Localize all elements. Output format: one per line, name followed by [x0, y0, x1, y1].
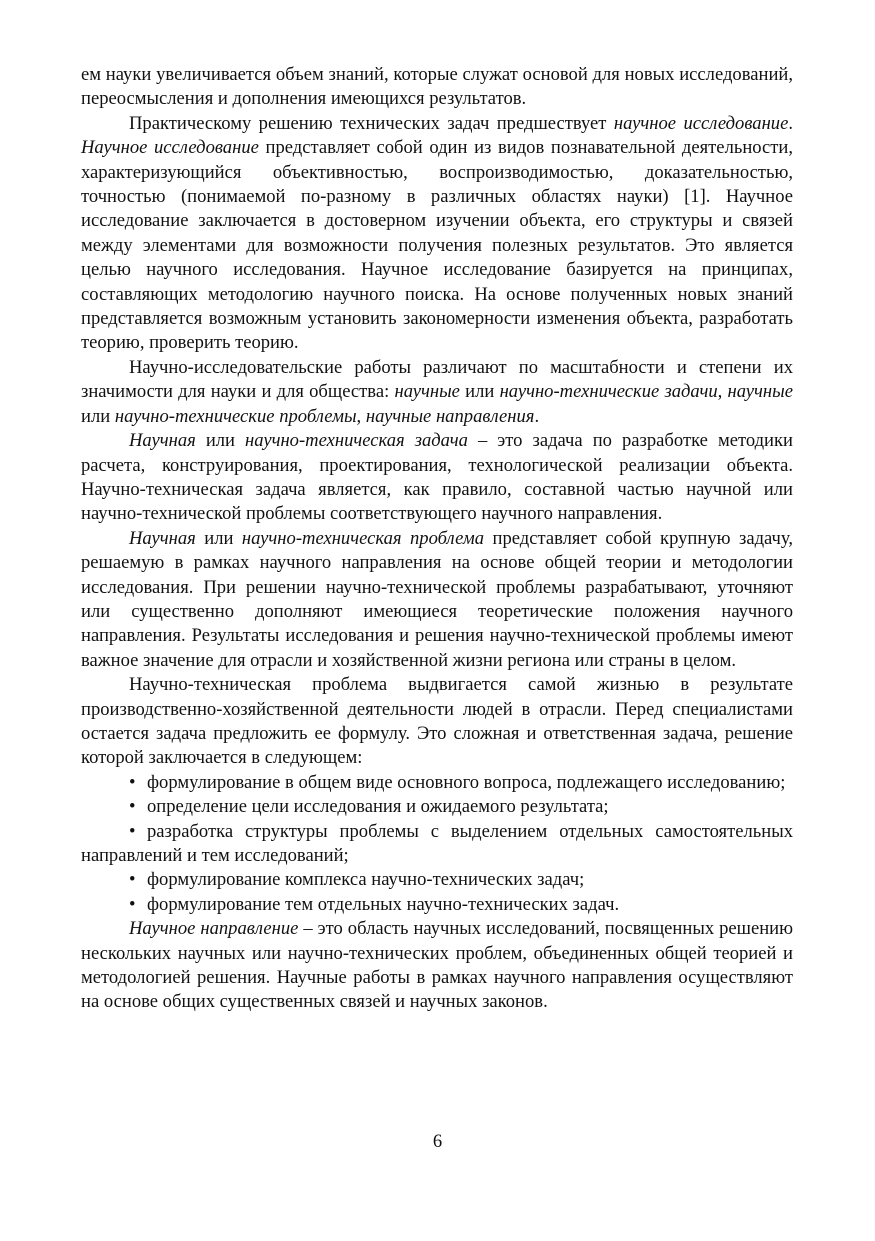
paragraph-final — [81, 917, 793, 1015]
bullet-icon: • — [129, 796, 136, 818]
text-run: . — [534, 405, 540, 427]
text-run: – это задача по разработке методики расчета, конструирования, проектирования, технологической реализации объекта. Научно-техническая задача является, как правило, составной частью научной или научно-технической проблемы соответствующего научного направления. — [81, 430, 793, 525]
text-run: , — [717, 381, 728, 403]
bullet-list-item — [81, 820, 793, 869]
text-run: представляет собой крупную задачу, решаемую в рамках научного направления на основе общей теории и методологии исследования. При решении научно-технической проблемы разрабатывают, уточняют или существенно дополняют имеющиеся теоретические положения научного направления. Результаты исследования и решения научно-технической проблемы имеют важное значение для отрасли и хозяйственной жизни региона или страны в целом. — [81, 527, 793, 671]
bullet-icon: • — [129, 893, 136, 915]
bullet-icon: • — [129, 771, 136, 793]
bullet-text: формулирование комплекса научно-технических задач; — [147, 869, 585, 891]
text-run: или — [81, 405, 115, 427]
bullet-text: формулирование в общем виде основного вопроса, подлежащего исследованию; — [147, 771, 786, 793]
text-run: . — [788, 112, 793, 134]
bullet-list-item — [81, 795, 793, 819]
bullet-text: определение цели исследования и ожидаемого результата; — [147, 796, 609, 818]
body-text — [81, 63, 793, 1015]
bullet-text: разработка структуры проблемы с выделением отдельных самостоятельных направлений и тем исследований; — [81, 820, 793, 866]
paragraph — [81, 63, 793, 112]
bullet-list-item — [81, 771, 793, 795]
bullet-icon: • — [129, 820, 136, 842]
paragraph — [81, 527, 793, 673]
text-run: Практическому решению технических задач предшествует — [129, 112, 614, 134]
italic-term: Научное исследование — [81, 137, 259, 159]
text-run: или — [459, 381, 500, 403]
italic-term: научно-техническая проблема — [241, 527, 485, 549]
bullet-icon: • — [129, 869, 136, 891]
italic-term: научные — [394, 381, 460, 403]
bullet-list-item — [81, 893, 793, 917]
italic-term: Научная — [129, 527, 196, 549]
bullet-text: формулирование тем отдельных научно-технических задач. — [147, 893, 620, 915]
text-run: ем науки увеличивается объем знаний, которые служат основой для новых исследований, переосмысления и дополнения имеющихся результатов. — [81, 64, 793, 110]
text-run: , — [356, 405, 366, 427]
paragraph — [81, 429, 793, 527]
italic-term: Научное направление — [129, 918, 299, 940]
text-run: Научно-техническая проблема выдвигается самой жизнью в результате производственно-хозяйственной деятельности людей в отрасли. Перед специалистами остается задача предложить ее формулу. Это сложная и ответственная задача, решение которой заключается в следующем: — [81, 674, 793, 769]
paragraph — [81, 112, 793, 356]
text-run: Научно-исследовательские работы различают по масштабности и степени их значимости для науки и для общества: — [81, 356, 793, 403]
italic-term: научные направления — [365, 405, 535, 427]
italic-term: научное исследование — [613, 112, 789, 134]
paragraph — [81, 673, 793, 771]
italic-term: Научная — [129, 430, 196, 452]
italic-term: научно-техническая задача — [245, 430, 468, 452]
text-run: или — [195, 430, 246, 452]
page-number: 6 — [432, 1131, 443, 1152]
paragraph — [81, 356, 793, 429]
text-run: – это область научных исследований, посвященных решению нескольких научных или научно-технических проблем, объединенных общей теорией и методологией решения. Научные работы в рамках научного направления осуществляют на основе общих существенных связей и научных законов. — [81, 918, 794, 1013]
italic-term: научно-технические задачи — [499, 381, 718, 403]
bullet-list-item — [81, 868, 793, 892]
text-run: или — [195, 527, 242, 549]
italic-term: научные — [727, 381, 793, 403]
text-run: представляет собой один из видов познавательной деятельности, характеризующийся объективностью, воспроизводимостью, доказательностью, точностью (понимаемой по-разному в различных областях науки) [1]. Научное исследование заключается в достоверном изучении объекта, его структуры и связей между элементами для возможности получения полезных результатов. Это является целью научного исследования. Научное исследование базируется на принципах, составляющих методологию научного поиска. На основе полученных новых знаний представляется возможным установить закономерности изменения объекта, разработать теорию, проверить теорию. — [81, 137, 794, 354]
italic-term: научно-технические проблемы — [114, 405, 357, 427]
